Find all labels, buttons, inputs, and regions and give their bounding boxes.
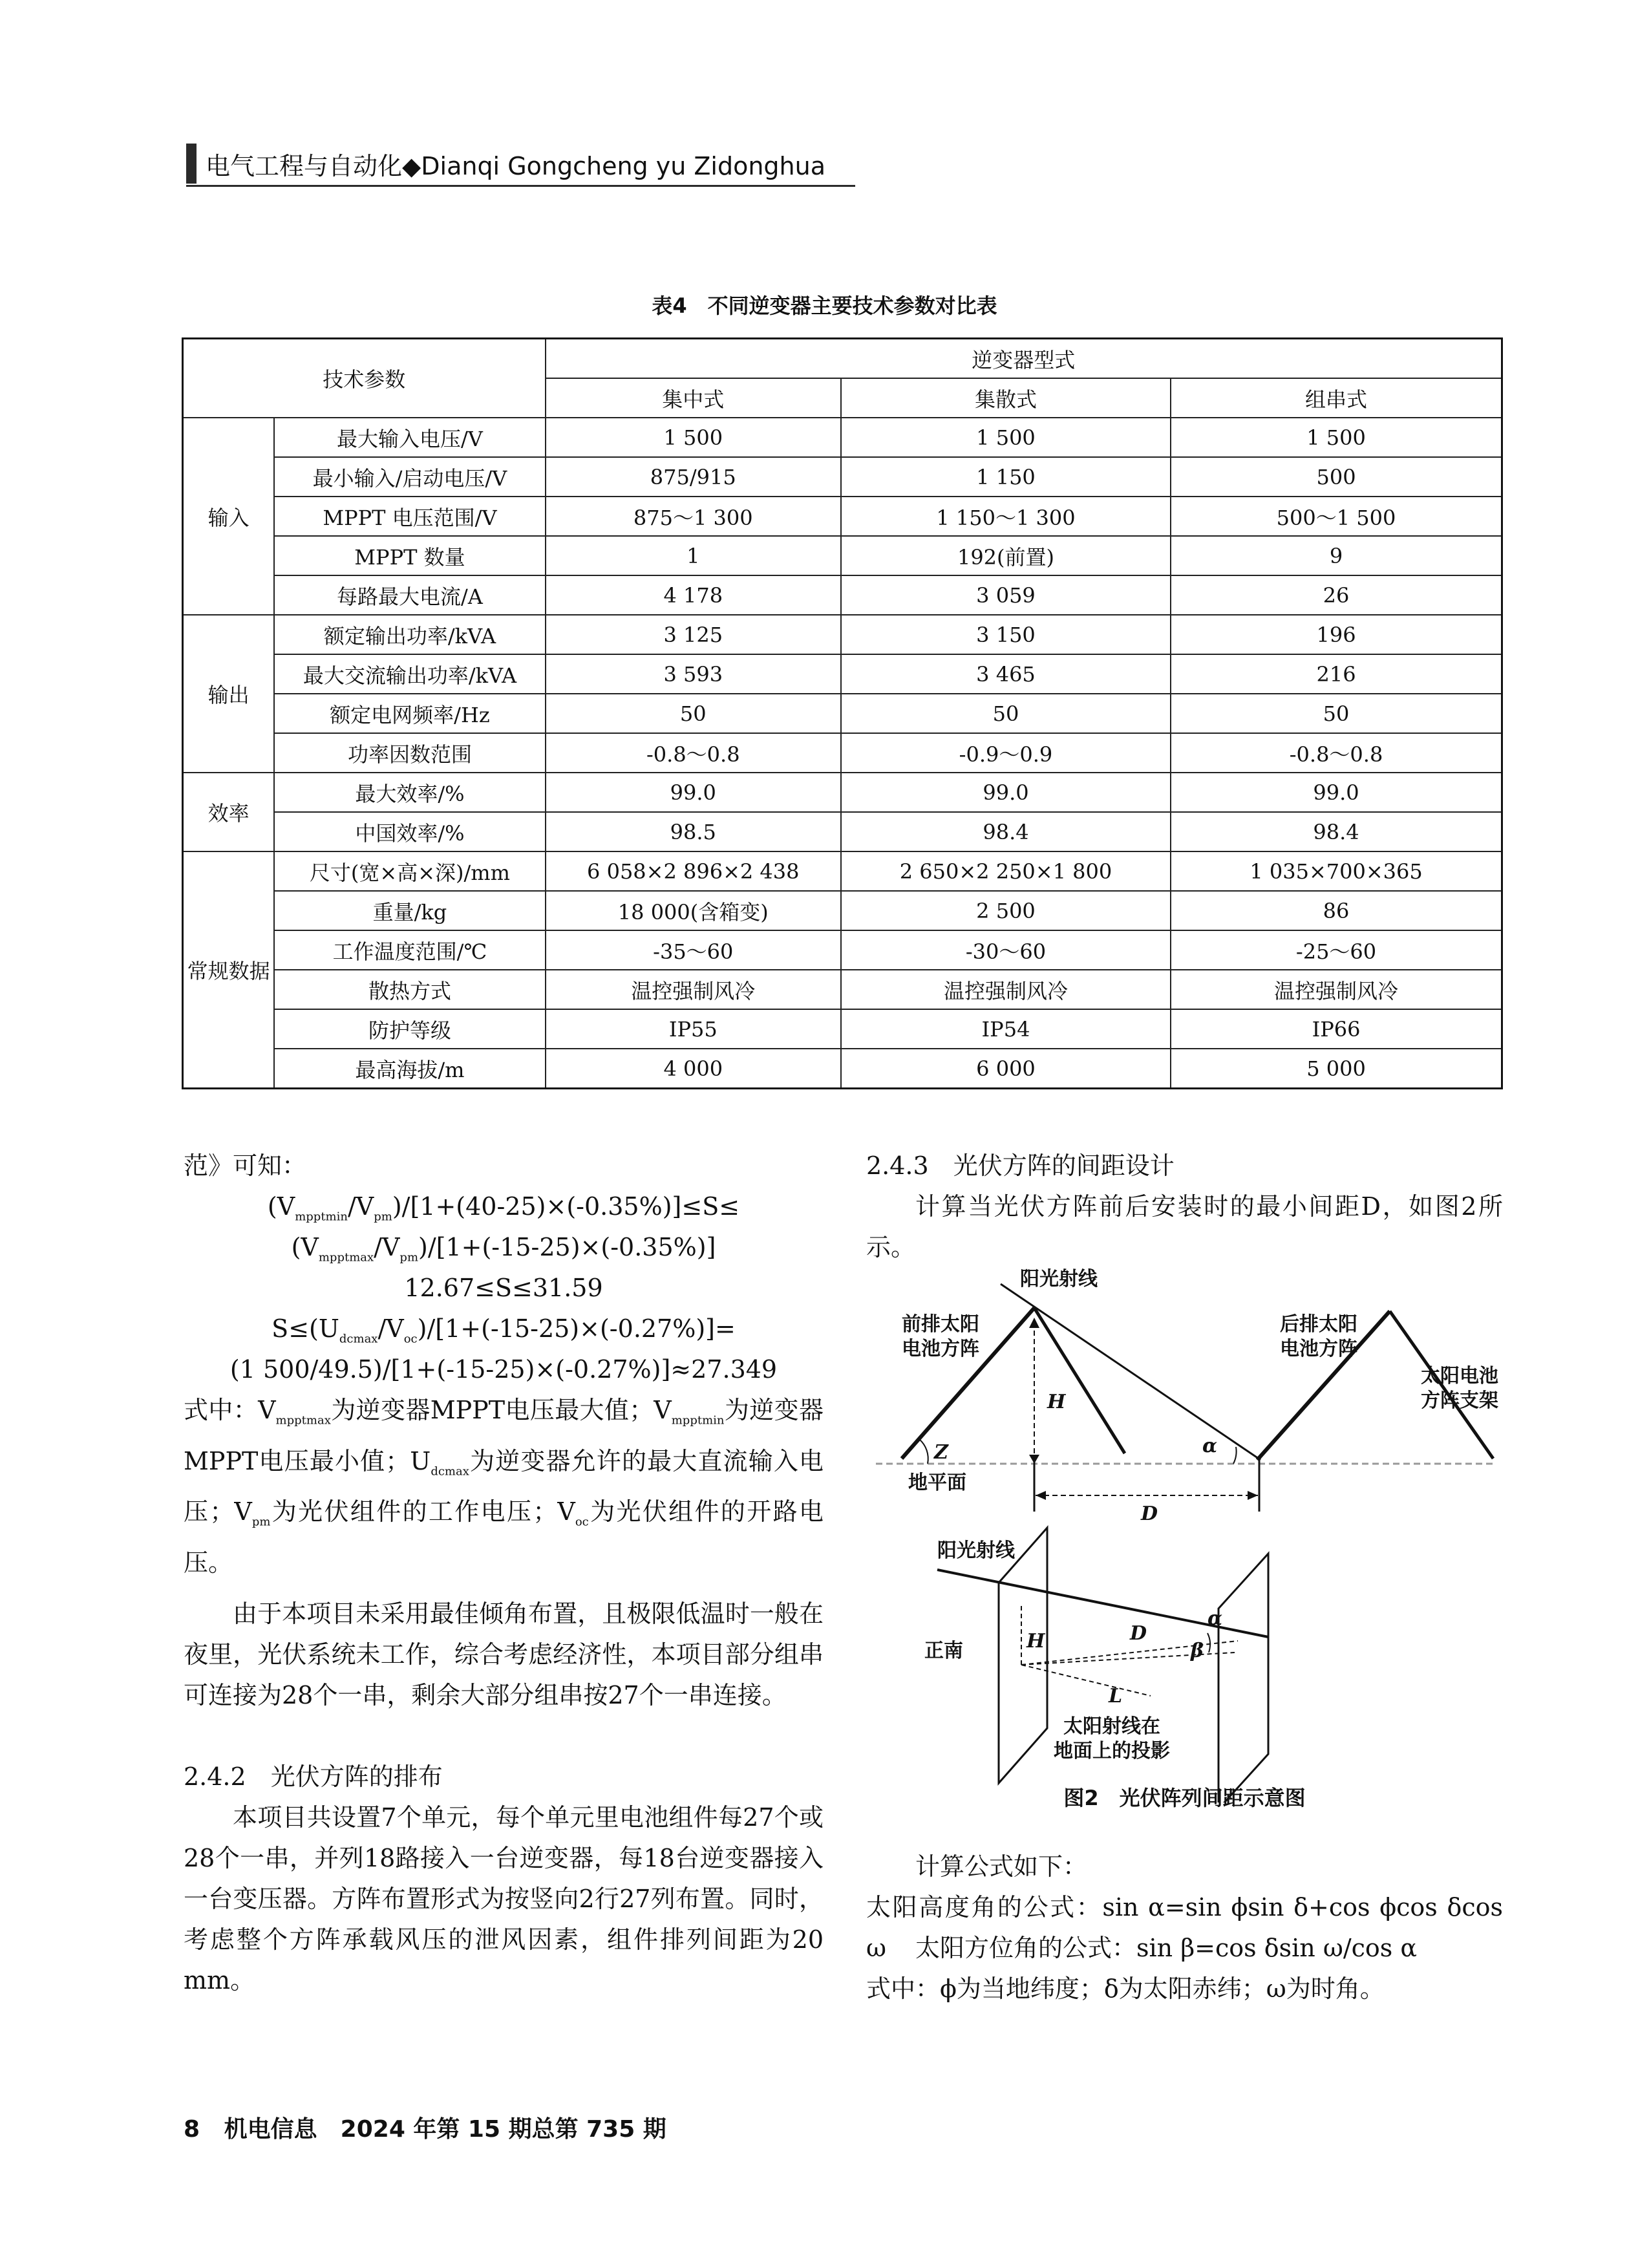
table-value-cell: 196 [1171, 615, 1502, 654]
paragraph: 由于本项目未采用最佳倾角布置，且极限低温时一般在夜里，光伏系统未工作，综合考虑经济性，本项目部分组串可连接为28个一串，剩余大部分组串按27个一串连接。 [184, 1599, 824, 1709]
table-param-cell: 中国效率/% [274, 812, 545, 851]
table-row [183, 418, 1502, 457]
tilt-angle-arc [919, 1439, 928, 1464]
table-param-cell: 最大交流输出功率/kVA [274, 654, 545, 694]
table-value-cell: 4 178 [546, 575, 841, 615]
arrowhead-left [1036, 1491, 1046, 1500]
table-group-header: 逆变器型式 [546, 339, 1502, 379]
label-projection-1: 太阳射线在 [1063, 1715, 1160, 1738]
table-value-cell: 1 500 [841, 418, 1171, 457]
label-support-2: 方阵支架 [1421, 1389, 1498, 1412]
table-value-cell: 86 [1171, 891, 1502, 930]
table-value-cell: 温控强制风冷 [546, 970, 841, 1009]
header-rule [186, 185, 855, 187]
diamond-icon: ◆ [402, 152, 421, 180]
table-value-cell: 3 465 [841, 654, 1171, 694]
table-value-cell: 99.0 [546, 773, 841, 812]
table-col-header: 组串式 [1171, 378, 1502, 418]
label-alpha: α [1202, 1435, 1218, 1457]
symbol-definitions: 式中：ϕ为当地纬度；δ为太阳赤纬；ω为时角。 [866, 1974, 1385, 2003]
arrowhead-right [1248, 1491, 1258, 1500]
table-corner: 技术参数 [183, 339, 546, 418]
table-value-cell: 1 035×700×365 [1171, 851, 1502, 891]
table-param-cell: 工作温度范围/℃ [274, 930, 545, 970]
table-value-cell: -35～60 [546, 930, 841, 970]
table-row [183, 812, 1502, 851]
label-sunlight: 阳光射线 [1020, 1268, 1098, 1290]
table-param-cell: 额定输出功率/kVA [274, 615, 545, 654]
label-rear-2: 电池方阵 [1280, 1338, 1357, 1360]
formula-azimuth: 太阳方位角的公式：sin β=cos δsin ω/cos α [915, 1934, 1418, 1962]
front-plane [999, 1528, 1047, 1783]
table-group-label: 输入 [183, 418, 275, 615]
section-heading: 2.4.2 光伏方阵的排布 [184, 1762, 443, 1791]
table-value-cell: 192(前置) [841, 536, 1171, 575]
table-value-cell: 500～1 500 [1171, 497, 1502, 536]
table-param-cell: 最小输入/启动电压/V [274, 457, 545, 497]
label-front-1: 前排太阳 [902, 1313, 979, 1336]
table-value-cell: IP55 [546, 1009, 841, 1049]
table-value-cell: 温控强制风冷 [841, 970, 1171, 1009]
table-col-header: 集散式 [841, 378, 1171, 418]
length-line-3d [1021, 1665, 1151, 1696]
table-value-cell: -0.8～0.8 [546, 733, 841, 773]
table-value-cell: 3 593 [546, 654, 841, 694]
table-group-label: 常规数据 [183, 851, 275, 1089]
formula-elevation: 太阳高度角的公式：sin α=sin ϕsin δ+cos ϕcos δcos ω [866, 1893, 1503, 1962]
elevation-angle-arc [1233, 1447, 1237, 1464]
table-value-cell: 1 500 [546, 418, 841, 457]
table-row [183, 694, 1502, 733]
sunlight-ray [1001, 1284, 1261, 1460]
inverter-parameter-table [182, 337, 1503, 1089]
figure-caption: 图2 光伏阵列间距示意图 [1063, 1786, 1306, 1810]
table-value-cell: -25～60 [1171, 930, 1502, 970]
table-value-cell: 18 000(含箱变) [546, 891, 841, 930]
table-value-cell: 1 500 [1171, 418, 1502, 457]
table-param-cell: 重量/kg [274, 891, 545, 930]
label-south: 正南 [924, 1640, 963, 1662]
table-value-cell: 4 000 [546, 1049, 841, 1089]
label-L: L [1109, 1685, 1123, 1707]
table-param-cell: MPPT 电压范围/V [274, 497, 545, 536]
table-value-cell: 875～1 300 [546, 497, 841, 536]
table-value-cell: 500 [1171, 457, 1502, 497]
equation-2: $(V_{mpptmax}/V_{pm})/[1+(-15-25)\times(-0.35\%)]$ [291, 1233, 716, 1265]
table-param-cell: 额定电网频率/Hz [274, 694, 545, 733]
table-value-cell: 98.4 [841, 812, 1171, 851]
table-param-cell: 尺寸(宽×高×深)/mm [274, 851, 545, 891]
table-group-label: 效率 [183, 773, 275, 851]
table-group-label: 输出 [183, 615, 275, 773]
array-spacing-figure [866, 1266, 1506, 1803]
page-footer [184, 2111, 666, 2144]
table-row [183, 497, 1502, 536]
table-row [183, 1009, 1502, 1049]
table-param-cell: 散热方式 [274, 970, 545, 1009]
journal-name-cn: 电气工程与自动化 [206, 152, 403, 180]
label-ground: 地平面 [908, 1471, 966, 1494]
label-beta: β [1191, 1640, 1204, 1662]
equation-1: $(V_{mpptmin}/V_{pm})/[1+(40-25)\times(-0.35\%)]\le S\le$ [267, 1192, 740, 1224]
journal-name-pinyin: Dianqi Gongcheng yu Zidonghua [421, 152, 826, 180]
table-body [183, 418, 1502, 1089]
running-header [206, 146, 825, 182]
table-param-cell: 功率因数范围 [274, 733, 545, 773]
table-value-cell: 1 [546, 536, 841, 575]
table-param-cell: MPPT 数量 [274, 536, 545, 575]
table-value-cell: 2 500 [841, 891, 1171, 930]
label-sunlight-3d: 阳光射线 [937, 1539, 1015, 1562]
table-value-cell: -30～60 [841, 930, 1171, 970]
table-value-cell: IP54 [841, 1009, 1171, 1049]
table-row [183, 970, 1502, 1009]
table-row [183, 930, 1502, 970]
equation-5: (1 500/49.5)/[1+(-15-25)×(-0.27%)]≈27.349 [229, 1355, 778, 1384]
table-value-cell: 98.4 [1171, 812, 1502, 851]
label-projection-2: 地面上的投影 [1054, 1740, 1170, 1762]
table-value-cell: 50 [1171, 694, 1502, 733]
beta-arc [1207, 1633, 1210, 1653]
section-heading: 2.4.3 光伏方阵的间距设计 [866, 1151, 1175, 1180]
label-Z: Z [934, 1441, 948, 1464]
table-row [183, 575, 1502, 615]
label-D: D [1141, 1503, 1158, 1525]
table-row [183, 851, 1502, 891]
label-H-3d: H [1027, 1630, 1045, 1653]
table-value-cell: 9 [1171, 536, 1502, 575]
journal-issue: 机电信息 2024 年第 15 期总第 735 期 [224, 2116, 666, 2143]
paragraph: 计算当光伏方阵前后安装时的最小间距D，如图2所示。 [866, 1192, 1503, 1261]
front-array-support [1034, 1308, 1125, 1453]
table-value-cell: 3 125 [546, 615, 841, 654]
table-value-cell: 2 650×2 250×1 800 [841, 851, 1171, 891]
table-row [183, 1049, 1502, 1089]
table-row [183, 536, 1502, 575]
page-number: 8 [184, 2116, 200, 2143]
table-value-cell: 26 [1171, 575, 1502, 615]
table-row [183, 891, 1502, 930]
table-param-cell: 每路最大电流/A [274, 575, 545, 615]
table-value-cell: 875/915 [546, 457, 841, 497]
table-value-cell: 温控强制风冷 [1171, 970, 1502, 1009]
label-rear-1: 后排太阳 [1280, 1313, 1357, 1336]
table-row [183, 615, 1502, 654]
table-value-cell: 50 [546, 694, 841, 733]
table-value-cell: 1 150 [841, 457, 1171, 497]
header-bar [186, 144, 197, 184]
label-support-1: 太阳电池 [1421, 1365, 1498, 1387]
arrowhead-up [1029, 1318, 1039, 1328]
paragraph: 计算公式如下： [915, 1852, 1088, 1881]
label-H: H [1047, 1391, 1066, 1413]
table-value-cell: 6 058×2 896×2 438 [546, 851, 841, 891]
table-value-cell: IP66 [1171, 1009, 1502, 1049]
table-value-cell: 1 150～1 300 [841, 497, 1171, 536]
table-value-cell: 98.5 [546, 812, 841, 851]
table-col-header: 集中式 [546, 378, 841, 418]
table-value-cell: 6 000 [841, 1049, 1171, 1089]
equation-4: $S\le(U_{dcmax}/V_{oc})/[1+(-15-25)\times(-0.27\%)]=$ [271, 1314, 736, 1346]
table-param-cell: 防护等级 [274, 1009, 545, 1049]
intro-text: 范》可知： [184, 1151, 307, 1180]
table-value-cell: 216 [1171, 654, 1502, 694]
table-value-cell: 50 [841, 694, 1171, 733]
table-value-cell: -0.9～0.9 [841, 733, 1171, 773]
table-value-cell: 99.0 [841, 773, 1171, 812]
table-param-cell: 最大效率/% [274, 773, 545, 812]
rear-plane [1218, 1554, 1268, 1803]
table-param-cell: 最大输入电压/V [274, 418, 545, 457]
table-value-cell: 3 059 [841, 575, 1171, 615]
table-row [183, 733, 1502, 773]
table-value-cell: -0.8～0.8 [1171, 733, 1502, 773]
label-alpha-3d: α [1207, 1607, 1223, 1630]
table-row [183, 773, 1502, 812]
symbol-definitions: 式中：$V_{mpptmax}$为逆变器MPPT电压最大值；$V_{mpptmin}$为逆变器MPPT电压最小值；$U_{dcmax}$为逆变器允许的最大直流输入电压；$V_{pm}$为光伏组件的工作电压；$V_{oc}$为光伏组件的开路电压。 [184, 1396, 824, 1577]
label-D-3d: D [1130, 1622, 1147, 1645]
table-param-cell: 最高海拔/m [274, 1049, 545, 1089]
paragraph: 本项目共设置7个单元，每个单元里电池组件每27个或28个一串，并列18路接入一台逆变器，每18台逆变器接入一台变压器。方阵布置形式为按竖向2行27列布置。同时，考虑整个方阵承载风压的泄风因素，组件排列间距为20 mm。 [184, 1803, 824, 1995]
table-row [183, 457, 1502, 497]
equation-3: 12.67≤S≤31.59 [404, 1274, 603, 1302]
table-value-cell: 99.0 [1171, 773, 1502, 812]
table-value-cell: 5 000 [1171, 1049, 1502, 1089]
table-value-cell: 3 150 [841, 615, 1171, 654]
table-row [183, 654, 1502, 694]
table-title: 表4 不同逆变器主要技术参数对比表 [652, 294, 997, 318]
label-front-2: 电池方阵 [902, 1338, 979, 1360]
